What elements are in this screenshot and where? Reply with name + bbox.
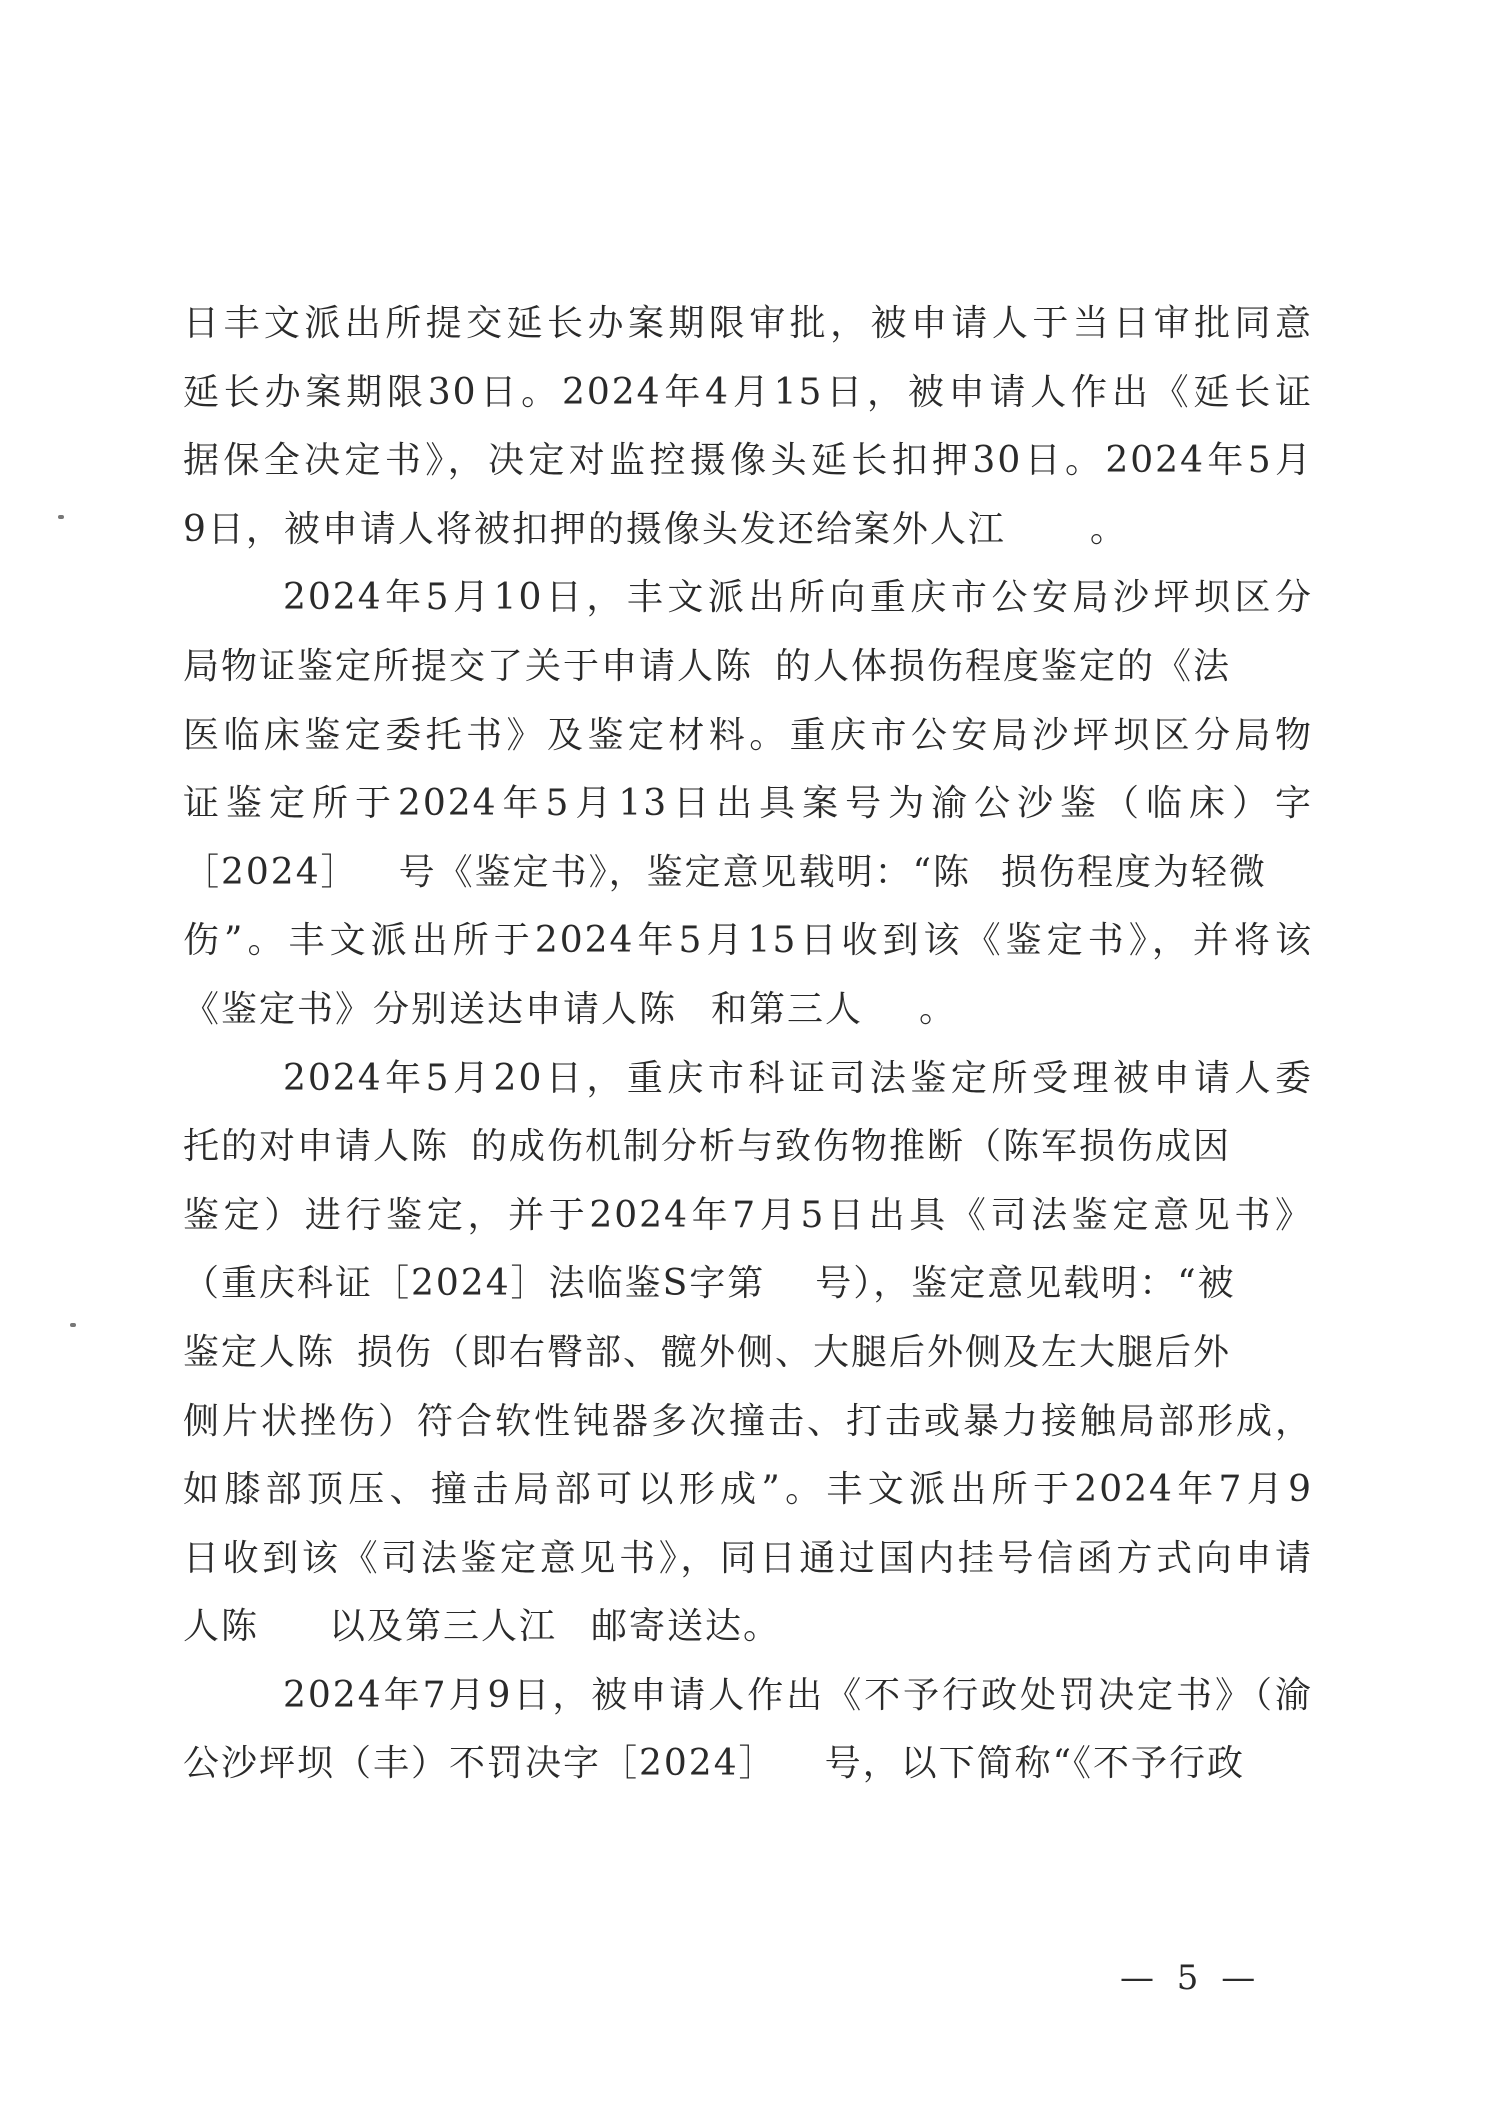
redaction	[359, 851, 399, 899]
body-line: 人陈 以及第三人江 邮寄送达。	[183, 1593, 1313, 1662]
page-number: — 5 —	[1120, 1958, 1262, 1998]
redaction	[863, 988, 919, 1036]
redaction	[777, 1742, 825, 1790]
body-line: 侧片状挫伤）符合软性钝器多次撞击、打击或暴力接触局部形成，	[183, 1400, 1313, 1442]
body-line: 日收到该《司法鉴定意见书》，同日通过国内挂号信函方式向申请	[183, 1537, 1313, 1579]
body-line: 鉴定）进行鉴定，并于2024年7月5日出具《司法鉴定意见书》	[183, 1194, 1313, 1236]
body-line: 2024年5月20日，重庆市科证司法鉴定所受理被申请人委	[283, 1057, 1313, 1099]
body-line: 局物证鉴定所提交了关于申请人陈 的人体损伤程度鉴定的《法	[183, 633, 1313, 702]
body-line: 延长办案期限30日。2024年4月15日，被申请人作出《延长证	[183, 371, 1313, 413]
body-line: 托的对申请人陈 的成伤机制分析与致伤物推断（陈军损伤成因	[183, 1113, 1313, 1182]
document-body	[183, 290, 1313, 1799]
body-line: 伤”。丰文派出所于2024年5月15日收到该《鉴定书》，并将该	[183, 920, 1313, 962]
body-line: ［2024］ 号《鉴定书》，鉴定意见载明：“陈 损伤程度为轻微	[183, 839, 1313, 908]
body-line: 9日，被申请人将被扣押的摄像头发还给案外人江 。	[183, 496, 1313, 565]
body-line: 鉴定人陈 损伤（即右臀部、髋外侧、大腿后外侧及左大腿后外	[183, 1319, 1313, 1388]
redaction	[449, 1125, 471, 1173]
body-line: 公沙坪坝（丰）不罚决字［2024］ 号，以下简称“《不予行政	[183, 1730, 1313, 1799]
redaction	[557, 1605, 591, 1653]
redaction	[677, 988, 711, 1036]
body-line: 医临床鉴定委托书》及鉴定材料。重庆市公安局沙坪坝区分局物	[183, 714, 1313, 756]
scan-speck	[70, 1323, 76, 1327]
body-line: 据保全决定书》，决定对监控摄像头延长扣押30日。2024年5月	[183, 440, 1313, 482]
redaction	[259, 1605, 329, 1653]
body-line: 2024年7月9日，被申请人作出《不予行政处罚决定书》（渝	[283, 1674, 1313, 1716]
body-line: 《鉴定书》分别送达申请人陈 和第三人 。	[183, 976, 1313, 1045]
body-line: 证鉴定所于2024年5月13日出具案号为渝公沙鉴（临床）字	[183, 783, 1313, 825]
redaction	[753, 645, 775, 693]
body-line: 如膝部顶压、撞击局部可以形成”。丰文派出所于2024年7月9	[183, 1469, 1313, 1511]
body-line: 日丰文派出所提交延长办案期限审批，被申请人于当日审批同意	[183, 303, 1313, 344]
redaction	[335, 1331, 357, 1379]
redaction	[971, 851, 1001, 899]
body-line: 2024年5月10日，丰文派出所向重庆市公安局沙坪坝区分	[283, 577, 1313, 619]
redaction	[765, 1262, 815, 1310]
scan-speck	[58, 515, 64, 519]
body-line: （重庆科证［2024］法临鉴S字第 号），鉴定意见载明：“被	[183, 1250, 1313, 1319]
redaction	[1006, 508, 1090, 556]
